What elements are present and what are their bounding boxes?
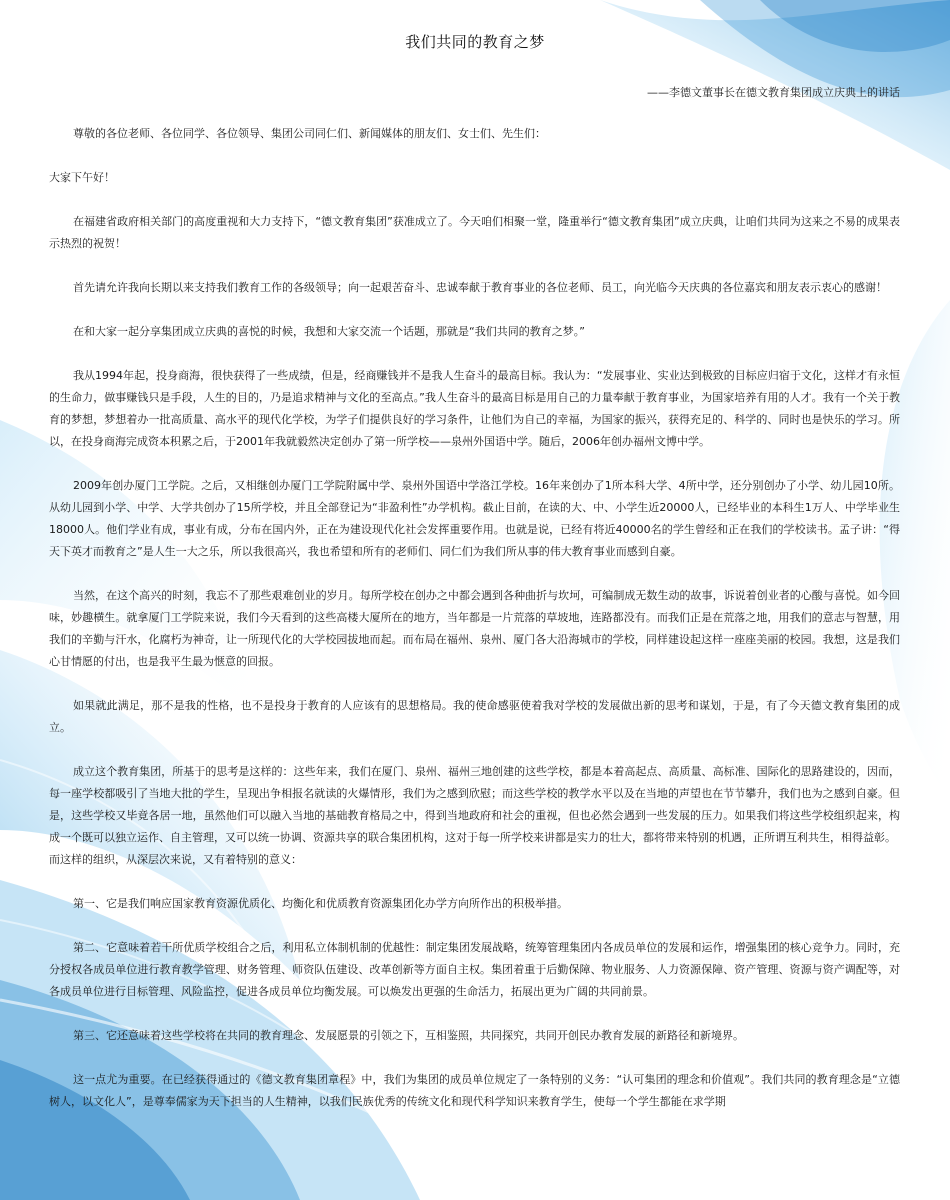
paragraph: 而这样的组织，从深层次来说，又有着特别的意义： (49, 853, 302, 866)
paragraph: 如果就此满足，那不是我的性格，也不是投身于教育的人应该有的思想格局。我的使命感驱使着我对学校的发展做出新的思考和谋划，于是，有了今天德文教育集团的成立。 (49, 699, 900, 734)
paragraph-point-two: 第二、它意味着若干所优质学校组合之后，利用私立体制机制的优越性：制定集团发展战略，统筹管理集团内各成员单位的发展和运作，增强集团的核心竞争力。同时，充分授权各成员单位进行教育教学管理、财务管理、师资队伍建设、改革创新等方面自主权。集团着重于后勤保障、物业服务、人力资源保障、资产管理、资源与资产调配等，对各成员单位进行目标管理、风险监控，促进各成员单位均衡发展。可以焕发出更强的生命活力，拓展出更为广阔的共同前景。 (49, 941, 900, 998)
paragraph: 2009年创办厦门工学院。之后，又相继创办厦门工学院附属中学、泉州外国语中学洛江学校。16年来创办了1所本科大学、4所中学，还分别创办了小学、幼儿园10所。从幼儿园到小学、中学、大学共创办了15所学校，并且全部登记为“非盈利性”办学机构。截止目前，在读的大、中、小学生近20000人，已经毕业的本科生1万人、中学毕业生18000人。他们学业有成，事业有成，分布在国内外，正在为建设现代化社会发挥重要作用。也就是说，已经有将近40000名的学生曾经和正在我们的学校读书。孟子讲：“得天下英才而教育之”是人生一大之乐，所以我很高兴，我也希望和所有的老师们、同仁们为我们所从事的伟大教育事业而感到自豪。 (49, 479, 900, 558)
document-body (49, 123, 900, 1135)
paragraph: 在福建省政府相关部门的高度重视和大力支持下，“德文教育集团”获准成立了。今天咱们相聚一堂，隆重举行“德文教育集团”成立庆典，让咱们共同为这来之不易的成果表示热烈的祝贺！ (49, 215, 900, 250)
paragraph: 在和大家一起分享集团成立庆典的喜悦的时候，我想和大家交流一个话题，那就是“我们共同的教育之梦。” (73, 325, 585, 338)
paragraph: 成立这个教育集团，所基于的思考是这样的：这些年来，我们在厦门、泉州、福州三地创建的这些学校，都是本着高起点、高质量、高标准、国际化的思路建设的，因而，每一座学校都吸引了当地大批的学生，呈现出争相报名就读的火爆情形，我们为之感到欣慰；而这些学校的教学水平以及在当地的声望也在节节攀升，我们也为之感到自豪。但是，这些学校又毕竟各居一地，虽然他们可以融入当地的基础教育格局之中，得到当地政府和社会的重视，但也必然会遇到一些发展的压力。如果我们将这些学校组织起来，构成一个既可以独立运作、自主管理，又可以统一协调、资源共享的联合集团机构，这对于每一所学校来讲都是实力的壮大，都将带来特别的机遇，正所谓互利共生，相得益彰。 (49, 765, 900, 844)
paragraph: 我从1994年起，投身商海，很快获得了一些成绩，但是，经商赚钱并不是我人生奋斗的最高目标。我认为：“发展事业、实业达到极致的目标应归宿于文化，这样才有永恒的生命力，做事赚钱只是手段，人生的目的，乃是追求精神与文化的至高点。”我人生奋斗的最高目标是用自己的力量奉献于教育事业，为国家培养有用的人才。我有一个关于教育的梦想，梦想着办一批高质量、高水平的现代化学校，为学子们提供良好的学习条件，让他们为自己的幸福，为国家的振兴，获得充足的、科学的、同时也是快乐的学习。所以，在投身商海完成资本积累之后，于2001年我就毅然决定创办了第一所学校——泉州外国语中学。随后，2006年创办福州文博中学。 (49, 369, 900, 448)
document-subtitle: ——李德文董事长在德文教育集团成立庆典上的讲话 (647, 86, 900, 99)
document-title: 我们共同的教育之梦 (405, 33, 545, 51)
paragraph: 当然，在这个高兴的时刻，我忘不了那些艰难创业的岁月。每所学校在创办之中都会遇到各种曲折与坎坷，可编制成无数生动的故事，诉说着创业者的心酸与喜悦。如今回味，妙趣横生。就拿厦门工学院来说，我们今天看到的这些高楼大厦所在的地方，当年都是一片荒落的草坡地，连路都没有。而我们正是在荒落之地，用我们的意志与智慧，用我们的辛勤与汗水，化腐朽为神奇，让一所现代化的大学校园拔地而起。而布局在福州、泉州、厦门各大沿海城市的学校，同样建设起这样一座座美丽的校园。我想，这是我们心甘情愿的付出，也是我平生最为惬意的回报。 (49, 589, 900, 668)
paragraph-greeting: 尊敬的各位老师、各位同学、各位领导、集团公司同仁们、新闻媒体的朋友们、女士们、先生们： (73, 127, 546, 140)
paragraph-point-one: 第一、它是我们响应国家教育资源优质化、均衡化和优质教育资源集团化办学方向所作出的积极举措。 (73, 897, 568, 910)
paragraph: 这一点尤为重要。在已经获得通过的《德文教育集团章程》中，我们为集团的成员单位规定了一条特别的义务：“认可集团的理念和价值观”。我们共同的教育理念是“立德树人，以文化人”，是尊奉儒家为天下担当的人生精神，以我们民族优秀的传统文化和现代科学知识来教育学生，使每一个学生都能在求学期 (49, 1073, 900, 1108)
paragraph-good-afternoon: 大家下午好！ (49, 171, 115, 184)
paragraph-point-three: 第三、它还意味着这些学校将在共同的教育理念、发展愿景的引领之下，互相鉴照，共同探究，共同开创民办教育发展的新路径和新境界。 (73, 1029, 744, 1042)
paragraph: 首先请允许我向长期以来支持我们教育工作的各级领导；向一起艰苦奋斗、忠诚奉献于教育事业的各位老师、员工，向光临今天庆典的各位嘉宾和朋友表示衷心的感谢！ (73, 281, 887, 294)
